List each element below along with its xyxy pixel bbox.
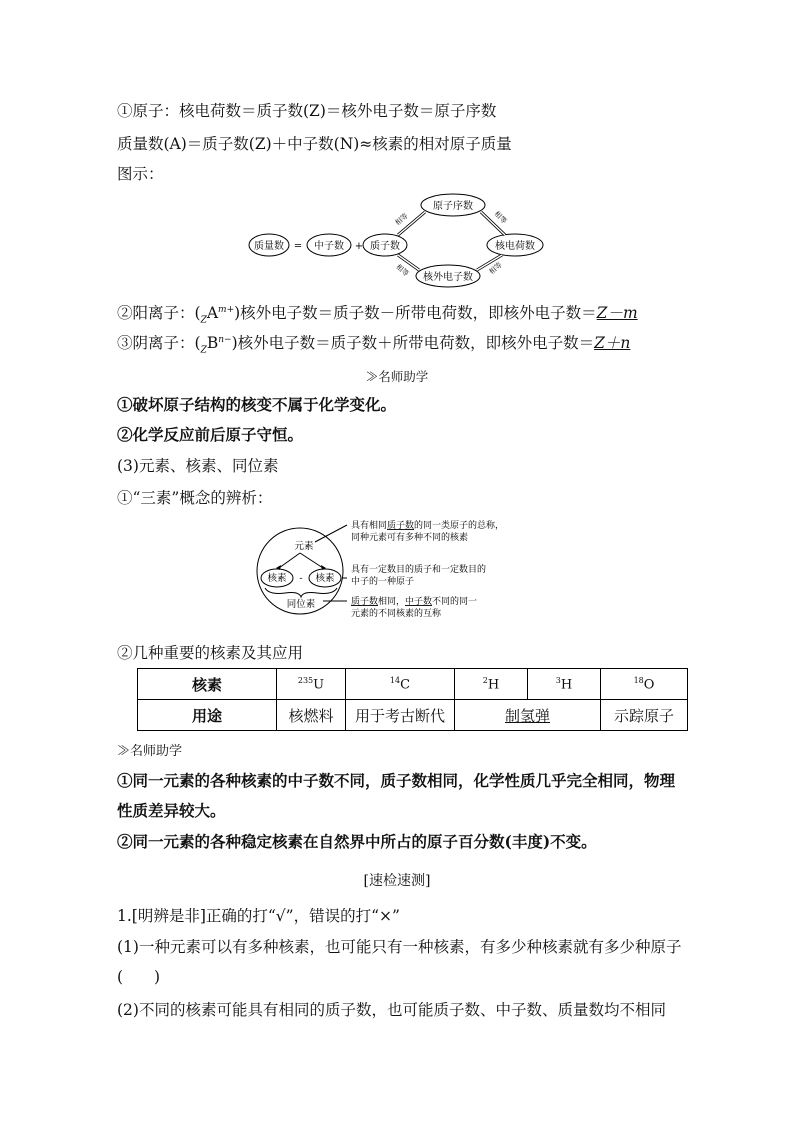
mingshi-heading-2: ≫名师助学 (117, 744, 183, 759)
electron-text: 核外电子数 (423, 272, 473, 283)
mass-number-line: 质量数(A)＝质子数(Z)＋中子数(N)≈核素的相对原子质量 (117, 135, 512, 153)
nuclide-o: $^{18}$O (601, 669, 688, 700)
nuclide-note-2: 中子的一种原子 (351, 577, 415, 587)
table-row (138, 700, 688, 731)
three-concepts-heading: ①“三素”概念的辨析： (117, 489, 273, 507)
element-text: 元素 (294, 541, 314, 552)
nuclide-c: $^{14}$C (346, 669, 455, 700)
header-use: 用途 (138, 700, 277, 731)
nuclide-text-right: 核素 (315, 573, 335, 584)
plus-sign: + (354, 241, 364, 252)
nuclide-h3: $^3$H (528, 669, 601, 700)
nuclear-charge-text: 核电荷数 (495, 241, 535, 252)
use-h: 制氢弹 (455, 700, 601, 731)
element-note-1: 具有相同质子数的同一类原子的总称， (351, 521, 505, 531)
mingshi-heading-1: ≫名师助学 (365, 369, 429, 384)
cation-answer: Z－m (596, 304, 638, 323)
tip-3: ①同一元素的各种核素的中子数不同，质子数相同，化学性质几乎完全相同，物理性质差异较大。 (117, 771, 676, 820)
tip-1: ①破坏原子结构的核变不属于化学变化。 (117, 395, 397, 414)
nuclides-table (137, 668, 688, 731)
atom-relation-line: ①原子：核电荷数＝质子数(Z)＝核外电子数＝原子序数 (117, 102, 497, 120)
question-1-1: (1)一种元素可以有多种核素，也可能只有一种核素，有多少种核素就有多少种原子( ) (117, 938, 682, 986)
isotope-note-2: 元素的不同核素的互称 (351, 609, 442, 619)
nuclide-text-left: 核素 (267, 573, 287, 584)
mass-number-text: 质量数 (254, 241, 284, 252)
nuclide-h2: $^2$H (455, 669, 528, 700)
equal-label-2: 相等 (492, 209, 509, 226)
nuclide-note-1: 具有一定数目的质子和一定数目的 (351, 565, 487, 575)
equal-label-3: 相等 (394, 262, 411, 279)
use-o: 示踪原子 (601, 700, 688, 731)
nuclide-dash: - (299, 573, 303, 584)
use-c: 用于考古断代 (346, 700, 455, 731)
section-3-heading: (3)元素、核素、同位素 (117, 457, 279, 475)
cation-line: ②阳离子：$(_ZA^{m+})$核外电子数＝质子数－所带电荷数，即核外电子数＝Z－m (117, 304, 638, 326)
table-row (138, 669, 688, 700)
isotope-note-1: 质子数相同，中子数不同的同一 (351, 597, 478, 607)
tip-4: ②同一元素的各种稳定核素在自然界中所占的原子百分数(丰度)不变。 (117, 832, 597, 851)
element-note-2: 同种元素可有多种不同的核素 (351, 533, 469, 543)
use-u: 核燃料 (277, 700, 346, 731)
equals-sign: = (293, 241, 303, 252)
test-title: [速检速测] (363, 873, 431, 889)
nuclides-heading: ②几种重要的核素及其应用 (117, 644, 304, 662)
nuclide-u: $^{235}$U (277, 669, 346, 700)
header-nuclide: 核素 (138, 669, 277, 700)
atomic-number-text: 原子序数 (433, 201, 473, 212)
proton-text: 质子数 (370, 241, 400, 252)
equal-label-4: 相等 (487, 260, 504, 277)
equal-label-1: 相等 (393, 211, 410, 228)
atom-relation-diagram (245, 188, 555, 293)
isotope-text: 同位素 (286, 599, 316, 610)
diagram-label: 图示： (117, 165, 164, 183)
question-1: 1.[明辨是非]正确的打“√”，错误的打“×” (117, 907, 400, 925)
tip-2: ②化学反应前后原子守恒。 (117, 425, 304, 444)
question-1-2: (2)不同的核素可能具有相同的质子数，也可能质子数、中子数、质量数均不相同 (117, 1001, 666, 1019)
anion-answer: Z＋n (594, 334, 631, 353)
anion-line: ③阴离子：$(_ZB^{n-})$核外电子数＝质子数＋所带电荷数，即核外电子数＝Z＋n (117, 334, 631, 356)
three-concepts-diagram (255, 515, 555, 627)
neutron-text: 中子数 (314, 241, 344, 252)
